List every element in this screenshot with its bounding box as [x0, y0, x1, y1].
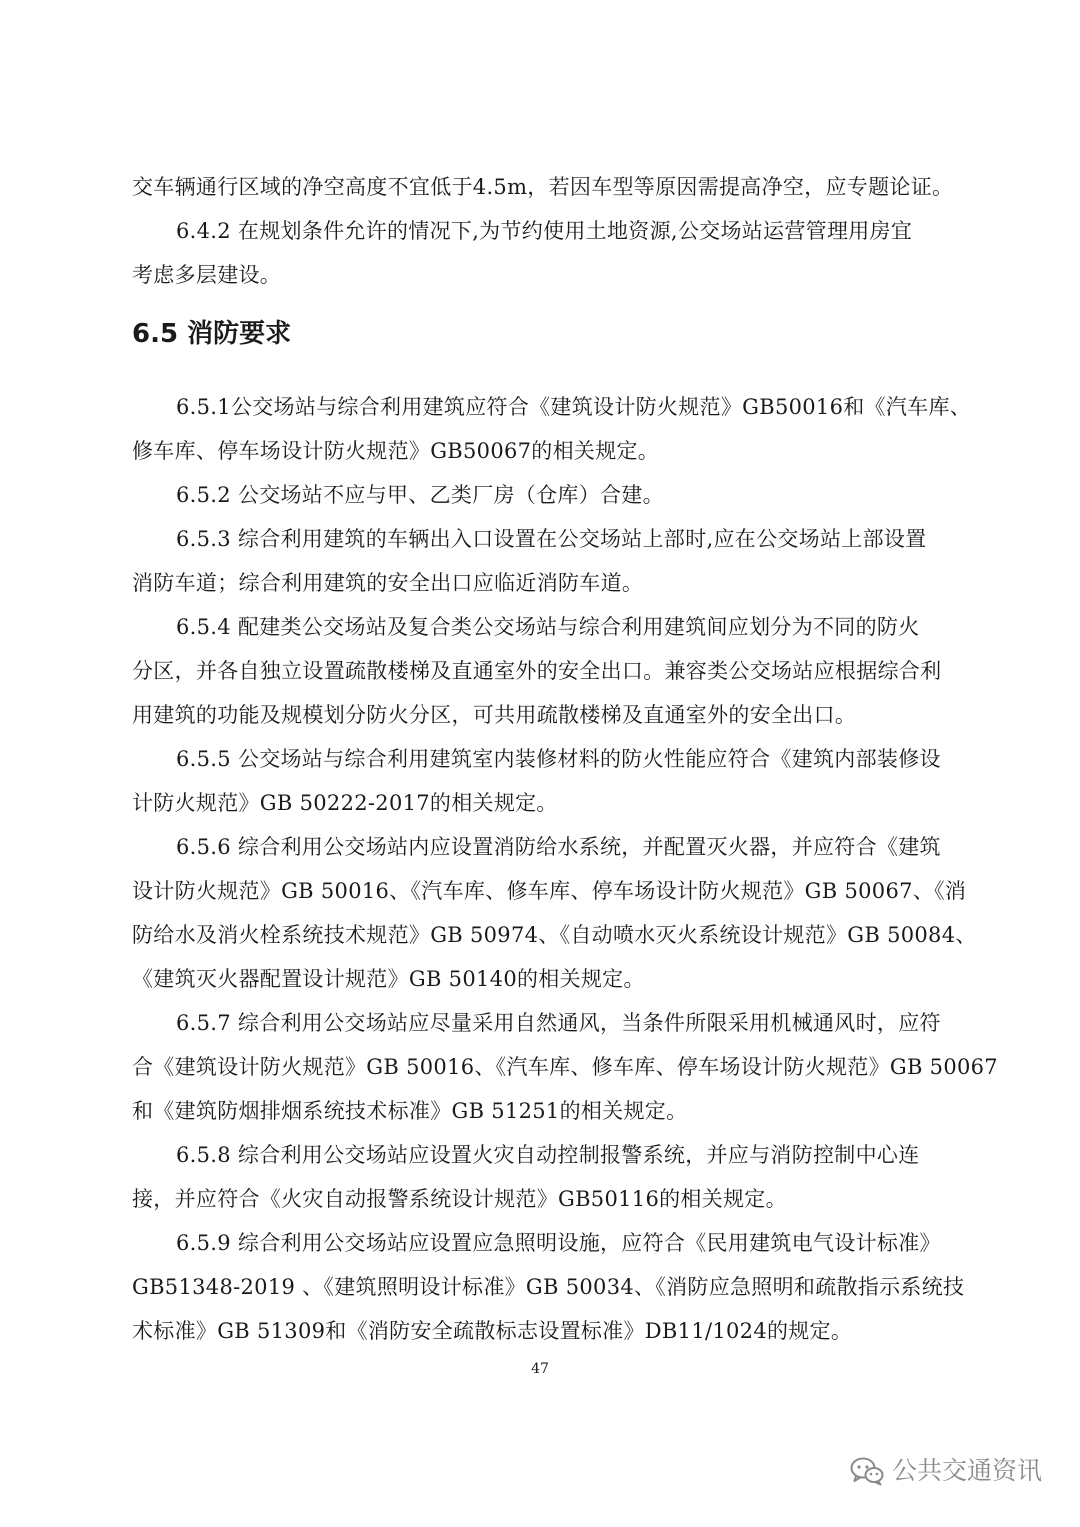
- wechat-icon: [850, 1456, 884, 1486]
- paragraph-line: 防给水及消火栓系统技术规范》GB 50974、《自动喷水灭火系统设计规范》GB 50084、: [132, 923, 977, 947]
- paragraph-line: 6.5.9 综合利用公交场站应设置应急照明设施，应符合《民用建筑电气设计标准》: [176, 1231, 941, 1255]
- paragraph-line: 修车库、停车场设计防火规范》GB50067的相关规定。: [132, 439, 660, 463]
- paragraph-line: 接，并应符合《火灾自动报警系统设计规范》GB50116的相关规定。: [132, 1187, 787, 1211]
- paragraph-line: 合《建筑设计防火规范》GB 50016、《汽车库、修车库、停车场设计防火规范》GB 50067: [132, 1055, 998, 1079]
- paragraph-line: 术标准》GB 51309和《消防安全疏散标志设置标准》DB11/1024的规定。: [132, 1319, 853, 1343]
- paragraph-line: 消防车道；综合利用建筑的安全出口应临近消防车道。: [132, 571, 644, 595]
- paragraph-line: 考虑多层建设。: [132, 263, 282, 287]
- paragraph-line: 6.5.7 综合利用公交场站应尽量采用自然通风，当条件所限采用机械通风时，应符: [176, 1011, 941, 1035]
- paragraph-line: 和《建筑防烟排烟系统技术标准》GB 51251的相关规定。: [132, 1099, 688, 1123]
- paragraph-line: 6.5.8 综合利用公交场站应设置火灾自动控制报警系统，并应与消防控制中心连: [176, 1143, 920, 1167]
- section-heading: 6.5 消防要求: [132, 319, 292, 349]
- paragraph-line: 交车辆通行区域的净空高度不宜低于4.5m，若因车型等原因需提高净空，应专题论证。: [132, 175, 954, 199]
- page-number: 47: [531, 1361, 549, 1377]
- watermark: [850, 1456, 1042, 1486]
- paragraph-line: GB51348-2019 、《建筑照明设计标准》GB 50034、《消防应急照明和疏散指示系统技: [132, 1275, 965, 1299]
- paragraph-line: 6.4.2 在规划条件允许的情况下,为节约使用土地资源,公交场站运营管理用房宜: [176, 219, 913, 243]
- paragraph-line: 6.5.5 公交场站与综合利用建筑室内装修材料的防火性能应符合《建筑内部装修设: [176, 747, 941, 771]
- watermark-text: 公共交通资讯: [892, 1456, 1043, 1485]
- paragraph-line: 6.5.2 公交场站不应与甲、乙类厂房（仓库）合建。: [176, 483, 664, 507]
- paragraph-line: 6.5.4 配建类公交场站及复合类公交场站与综合利用建筑间应划分为不同的防火: [176, 615, 920, 639]
- paragraph-line: 分区，并各自独立设置疏散楼梯及直通室外的安全出口。兼容类公交场站应根据综合利: [132, 659, 942, 683]
- paragraph-line: 《建筑灭火器配置设计规范》GB 50140的相关规定。: [132, 967, 645, 991]
- paragraph-line: 设计防火规范》GB 50016、《汽车库、修车库、停车场设计防火规范》GB 50067、《消: [132, 879, 967, 903]
- paragraph-line: 6.5.6 综合利用公交场站内应设置消防给水系统，并配置灭火器，并应符合《建筑: [176, 835, 941, 859]
- paragraph-line: 6.5.3 综合利用建筑的车辆出入口设置在公交场站上部时,应在公交场站上部设置: [176, 527, 927, 551]
- paragraph-line: 6.5.1公交场站与综合利用建筑应符合《建筑设计防火规范》GB50016和《汽车库、: [176, 395, 972, 419]
- paragraph-line: 计防火规范》GB 50222-2017的相关规定。: [132, 791, 558, 815]
- paragraph-line: 用建筑的功能及规模划分防火分区，可共用疏散楼梯及直通室外的安全出口。: [132, 703, 857, 727]
